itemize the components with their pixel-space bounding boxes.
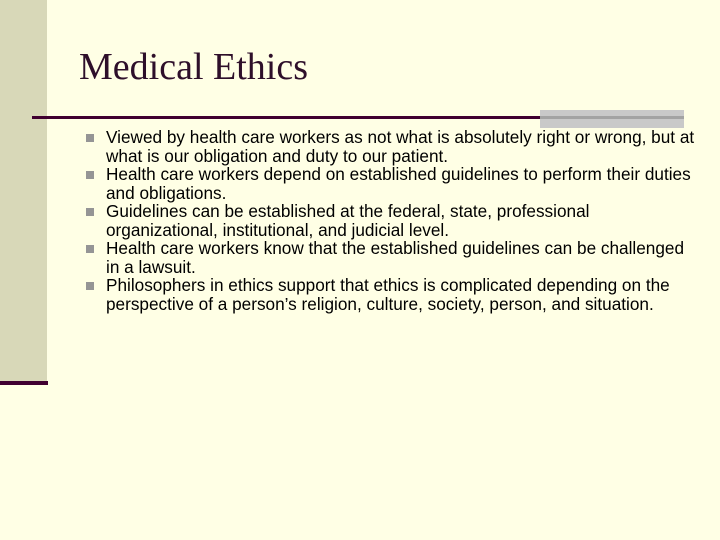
bullet-item (86, 165, 696, 202)
square-bullet-icon (86, 245, 94, 253)
square-bullet-icon (86, 208, 94, 216)
bullet-text: Health care workers know that the established guidelines can be challenged in a lawsuit. (106, 238, 685, 277)
square-bullet-icon (86, 171, 94, 179)
bullet-item (86, 276, 696, 313)
bullet-text: Health care workers depend on established guidelines to perform their duties and obligations. (106, 164, 691, 203)
bullet-text: Guidelines can be established at the federal, state, professional organizational, institutional, and judicial level. (106, 201, 590, 240)
square-bullet-icon (86, 282, 94, 290)
bullet-text: Viewed by health care workers as not what is absolutely right or wrong, but at what is our obligation and duty to our patient. (106, 127, 695, 166)
left-decorative-band (0, 0, 47, 384)
left-band-underline (0, 381, 48, 385)
slide-title: Medical Ethics (79, 46, 308, 88)
title-rule-accent (540, 110, 684, 128)
title-rule-accent-line (540, 116, 684, 119)
bullet-text: Philosophers in ethics support that ethics is complicated depending on the perspective of a person’s religion, culture, society, person, and situation. (106, 275, 670, 314)
bullet-item (86, 202, 696, 239)
bullet-item (86, 128, 696, 165)
bullet-list (86, 128, 696, 313)
bullet-item (86, 239, 696, 276)
square-bullet-icon (86, 134, 94, 142)
